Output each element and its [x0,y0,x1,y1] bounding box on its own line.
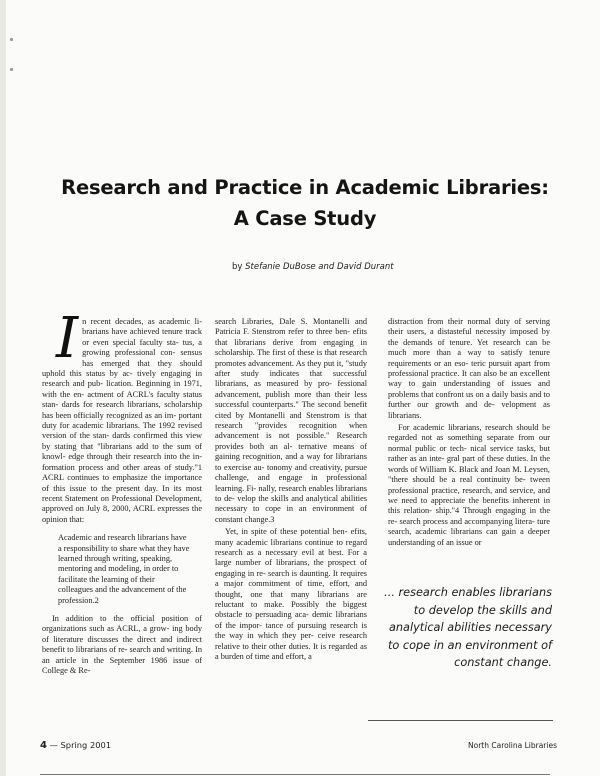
drop-cap: I [56,306,79,371]
margin-mark [10,68,13,71]
column-2 [215,317,367,662]
pull-quote-line: to cope in an environment of [387,638,552,652]
byline-authors: Stefanie DuBose and David Durant [245,262,394,272]
col3-paragraph-1: distraction from their normal duty of serving their users, a distasteful necessity imposed by the demands of tenure. Yet research can be much more than a way to satisfy tenure requirements or an eso- teric pursuit apart from professional practice. It can also be an excellent way to gain understanding of issues and problems that confront us on a daily basis and to further our growth and de- velopment as librarians. [388,317,550,420]
journal-name: North Carolina Libraries [468,741,557,750]
title-line-1: Research and Practice in Academic Libraries: [61,176,549,199]
pull-quote-rule [368,720,553,721]
article-title [40,172,570,234]
footer-rule [40,774,550,775]
col2-paragraph-1: search Libraries, Dale S. Montanelli and Patricia F. Stenstrom refer to three ben- efits that librarians derive from engaging in scholarship. The first of these is that research promotes advancement. As they put it, "study after study indicates that successful librarians, as measured by pro- fessional advancement, publish more than their less successful counterparts." The second benefit cited by Montanelli and Stenstrom is that research "provides recognition when advancement is not possible." Research provides both an al- ternative means of gaining recognition, and a way for librarians to exercise au- tonomy and creativity, pursue challenge, and engage in professional learning. Fi- nally, research enables librarians to de- velop the skills and analytical abilities necessary to cope in an environment of constant change.3 [215,317,367,524]
col1-paragraph-1: n recent decades, as academic li- brarians have achieved tenure track or even special faculty sta- tus, a growing professional con- sensus has emerged that they should uphold this status by ac- tively engaging in research and pub- lication. Beginning in 1971, with the en- actment of ACRL's faculty status stan- dards for research librarians, scholarship has been officially recognized as an im- portant duty for academic librarians. The 1992 revised version of the stan- dards confirmed this view by stating that "librarians add to the sum of knowl- edge through their research into the in- formation process and other areas of study."1 ACRL continues to emphasize the importance of this issue to the present day. In its most recent Statement on Professional Development, approved on July 8, 2000, ACRL expresses the opinion that: [42,317,202,524]
title-line-2: A Case Study [233,207,377,230]
footer-left [40,740,111,751]
pull-quote-line: ... research enables librarians [384,586,552,599]
column-1 [42,306,202,676]
margin-mark [10,38,13,41]
block-quote: Academic and research librarians have a responsibility to share what they have learned through writing, speaking, mentoring and modeling, in order to facilitate the learning of their colleagues and the advancement of the profession.2 [58,533,190,605]
byline-prefix: by [232,262,243,272]
col2-paragraph-2: Yet, in spite of these potential ben- efits, many academic librarians continue to regard research as a necessary evil at best. For a large number of librarians, the prospect of engaging in re- search is daunting. It requires a major commitment of time, effort, and thought, one that many librarians are reluctant to make. Possibly the biggest obstacle to persuading aca- demic librarians of the impor- tance of pursuing research is the way in which they per- ceive research relative to their other duties. It is regarded as a burden of time and effort, a [215,527,367,661]
page-number: 4 [40,740,47,751]
col1-paragraph-2: In addition to the official position of organizations such as ACRL, a grow- ing body of literature discusses the direct and indirect benefit to librarians of re- search and writing. In an article in the September 1986 issue of College & Re- [42,613,202,675]
byline [232,262,532,272]
col3-paragraph-2: For academic librarians, research should be regarded not as something separate from our normal public or tech- nical service tasks, but rather as an inte- gral part of these duties. In the words of William K. Black and Joan M. Leysen, "there should be a real continuity be- tween professional practice, research, and service, and we need to appreciate the benefits inherent in this relation- ship."4 Through engaging in the re- search process and accompanying litera- ture search, academic librarians can gain a deeper understanding of an issue or [388,423,550,547]
pull-quote-line: analytical abilities necessary [388,621,552,634]
pull-quote [368,584,552,672]
issue-date: — Spring 2001 [49,740,112,750]
pull-quote-line: constant change. [454,656,552,669]
page-edge [0,0,6,776]
column-3 [388,317,550,548]
pull-quote-line: to develop the skills and [413,603,552,617]
